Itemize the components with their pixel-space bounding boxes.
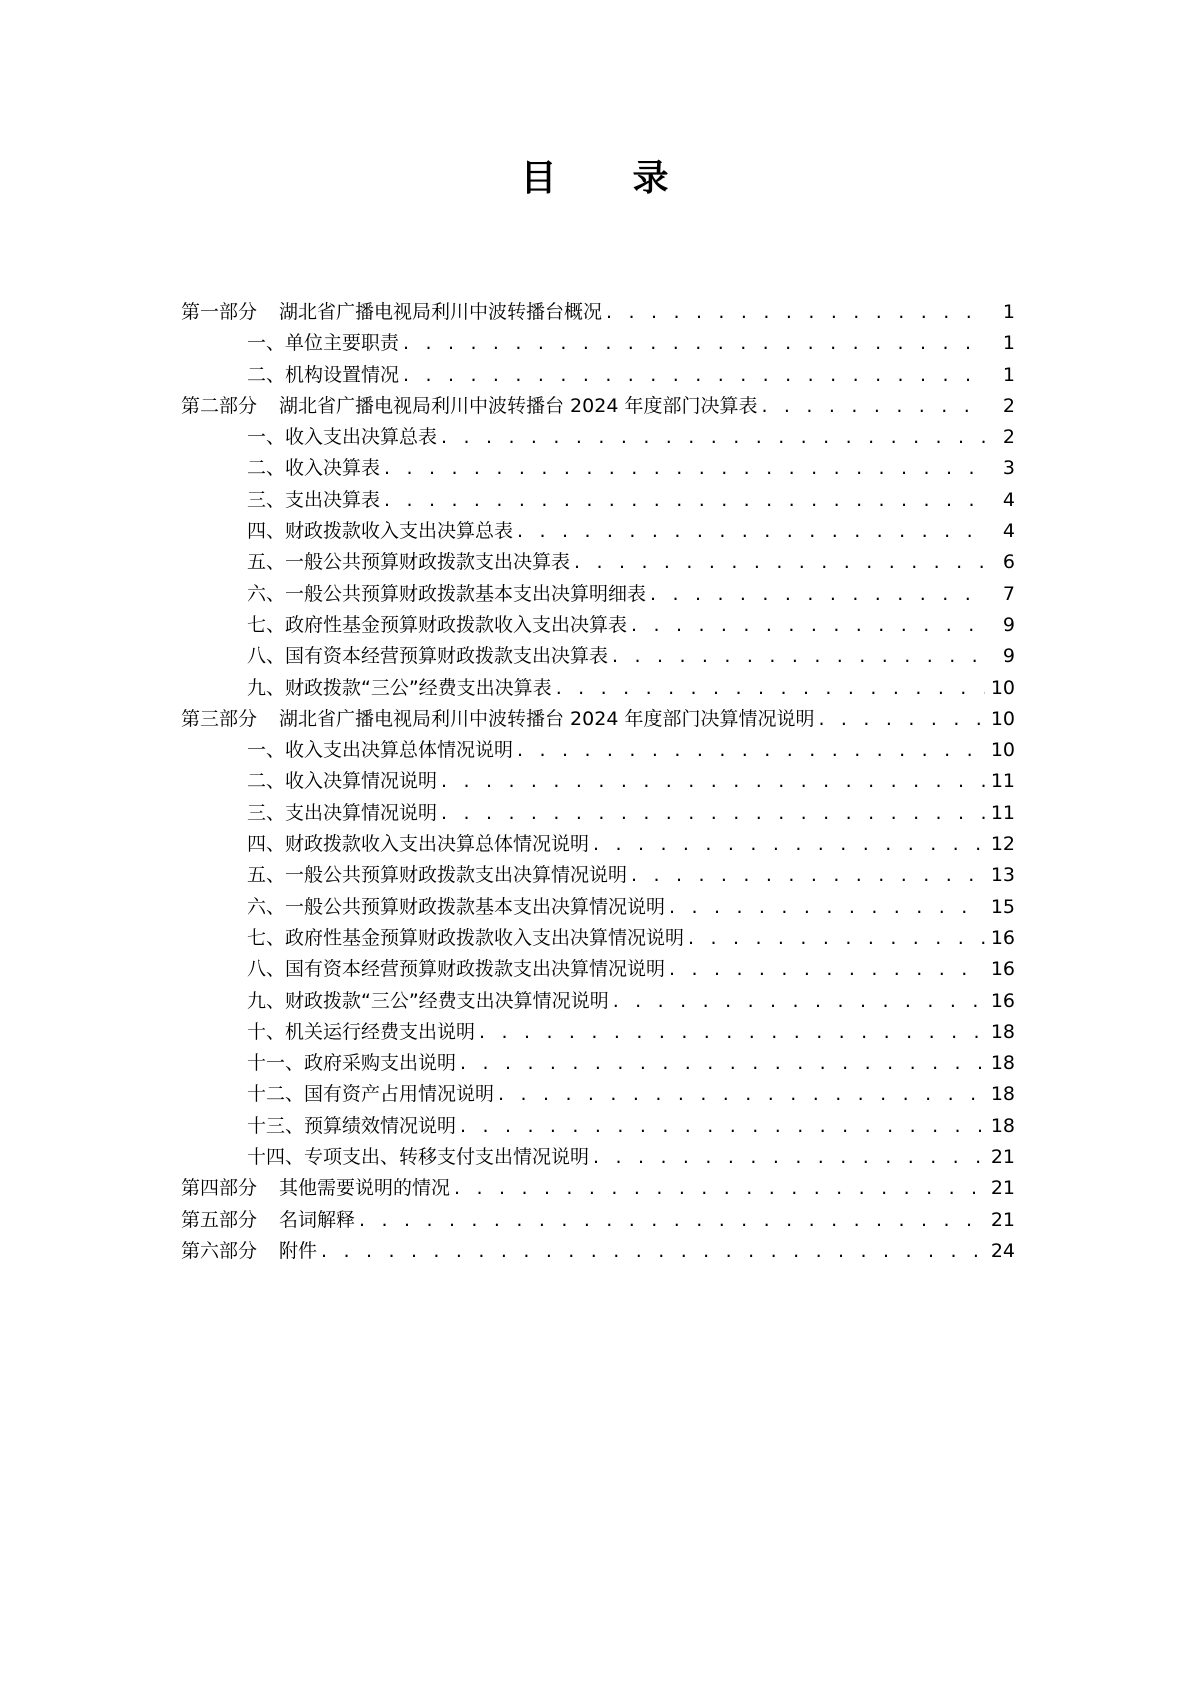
toc-entry-label — [247, 1079, 494, 1106]
toc-section-entry[interactable] — [181, 766, 1015, 797]
toc-entry-label — [247, 986, 609, 1013]
toc-entry-label — [181, 1236, 317, 1263]
toc-entry-text: 湖北省广播电视局利川中波转播台 2024 年度部门决算情况说明 — [279, 707, 815, 730]
toc-section-entry[interactable] — [181, 422, 1015, 453]
toc-page-number: 18 — [990, 1114, 1015, 1137]
toc-part-entry[interactable] — [181, 1205, 1015, 1236]
toc-dot-leader — [631, 614, 987, 636]
toc-entry-text: 九、财政拨款“三公”经费支出决算情况说明 — [247, 989, 609, 1012]
toc-entry-text: 七、政府性基金预算财政拨款收入支出决算情况说明 — [247, 926, 685, 949]
toc-entry-label — [247, 422, 437, 449]
toc-page-number: 18 — [990, 1083, 1015, 1106]
toc-page-number: 2 — [1002, 394, 1015, 417]
toc-dot-leader — [593, 833, 985, 855]
toc-entry-label — [247, 735, 513, 762]
toc-dot-leader — [761, 395, 987, 417]
toc-page-number: 21 — [990, 1177, 1015, 1200]
toc-section-entry[interactable] — [181, 485, 1015, 516]
toc-entry-text: 一、收入支出决算总表 — [247, 426, 438, 449]
toc-section-entry[interactable] — [181, 954, 1015, 985]
toc-dot-leader — [593, 1146, 985, 1168]
toc-dot-leader — [556, 677, 985, 699]
toc-page-number: 1 — [1002, 363, 1015, 386]
toc-dot-leader — [669, 896, 985, 918]
title-char-1: 目 — [520, 157, 559, 199]
toc-page-number: 11 — [990, 770, 1015, 793]
toc-section-entry[interactable] — [181, 735, 1015, 766]
toc-dot-leader — [669, 958, 985, 980]
toc-page-number: 7 — [1002, 582, 1015, 605]
toc-dot-leader — [517, 520, 987, 542]
toc-part-entry[interactable] — [181, 1236, 1015, 1267]
toc-dot-leader — [460, 1115, 985, 1137]
toc-entry-text: 湖北省广播电视局利川中波转播台概况 — [279, 301, 603, 323]
toc-entry-text: 十三、预算绩效情况说明 — [247, 1114, 457, 1137]
toc-section-entry[interactable] — [181, 453, 1015, 484]
toc-entry-text: 一、收入支出决算总体情况说明 — [247, 739, 514, 762]
toc-page-number: 21 — [990, 1208, 1015, 1231]
title-char-2: 录 — [632, 157, 671, 199]
toc-page-number: 4 — [1002, 488, 1015, 511]
toc-entry-label — [247, 328, 399, 355]
toc-section-entry[interactable] — [181, 829, 1015, 860]
toc-dot-leader — [613, 990, 985, 1012]
toc-entry-text: 湖北省广播电视局利川中波转播台 2024 年度部门决算表 — [279, 394, 758, 417]
toc-page-number: 15 — [990, 895, 1015, 918]
toc-dot-leader — [650, 583, 987, 605]
toc-entry-label — [247, 829, 589, 856]
toc-part-entry[interactable] — [181, 297, 1015, 328]
toc-section-entry[interactable] — [181, 1017, 1015, 1048]
toc-entry-text: 十二、国有资产占用情况说明 — [247, 1083, 495, 1106]
toc-part-entry[interactable] — [181, 1173, 1015, 1204]
toc-entry-text: 七、政府性基金预算财政拨款收入支出决算表 — [247, 613, 628, 636]
toc-entry-text: 五、一般公共预算财政拨款支出决算表 — [247, 551, 571, 574]
toc-section-entry[interactable] — [181, 641, 1015, 672]
toc-entry-text: 三、支出决算情况说明 — [247, 801, 438, 824]
toc-entry-text: 二、收入决算表 — [247, 457, 381, 480]
toc-page-number: 12 — [990, 833, 1015, 856]
toc-entry-label — [247, 453, 380, 480]
toc-entry-label — [181, 1205, 355, 1232]
toc-dot-leader — [498, 1083, 985, 1105]
toc-page-number: 18 — [990, 1020, 1015, 1043]
toc-section-entry[interactable] — [181, 328, 1015, 359]
toc-page-number: 4 — [1002, 520, 1015, 543]
toc-entry-label — [181, 297, 602, 324]
toc-section-entry[interactable] — [181, 798, 1015, 829]
toc-section-entry[interactable] — [181, 516, 1015, 547]
toc-page-number: 10 — [990, 707, 1015, 730]
toc-entry-label — [247, 954, 665, 981]
page-title — [0, 150, 1191, 201]
toc-page-number: 21 — [990, 1146, 1015, 1169]
toc-dot-leader — [631, 864, 985, 886]
toc-page-number: 18 — [990, 1052, 1015, 1075]
toc-entry-text: 十、机关运行经费支出说明 — [247, 1020, 476, 1043]
toc-dot-leader — [606, 301, 987, 323]
toc-entry-label — [247, 516, 513, 543]
toc-dot-leader — [384, 489, 987, 511]
toc-dot-leader — [441, 802, 985, 824]
toc-entry-label — [247, 1111, 456, 1138]
toc-dot-leader — [403, 332, 987, 354]
toc-page-number: 9 — [1002, 613, 1015, 636]
toc-entry-label — [247, 766, 437, 793]
toc-entry-label — [181, 1173, 450, 1200]
toc-entry-text: 附件 — [279, 1239, 318, 1262]
toc-entry-text: 四、财政拨款收入支出决算总表 — [247, 520, 514, 543]
toc-section-entry[interactable] — [181, 1048, 1015, 1079]
toc-section-entry[interactable] — [181, 1111, 1015, 1142]
toc-dot-leader — [818, 708, 984, 730]
toc-entry-label — [247, 923, 684, 950]
toc-entry-label — [247, 860, 627, 887]
toc-part-number: 第四部分 — [181, 1177, 258, 1200]
toc-dot-leader — [359, 1209, 985, 1231]
toc-dot-leader — [612, 645, 987, 667]
toc-part-number: 第三部分 — [181, 707, 258, 730]
toc-entry-text: 八、国有资本经营预算财政拨款支出决算情况说明 — [247, 958, 666, 981]
toc-entry-label — [247, 641, 608, 668]
toc-dot-leader — [574, 551, 987, 573]
toc-dot-leader — [384, 457, 987, 479]
toc-dot-leader — [460, 1052, 985, 1074]
toc-part-number: 第一部分 — [181, 301, 258, 323]
toc-entry-label — [247, 1048, 456, 1075]
table-of-contents — [181, 297, 1015, 1267]
toc-section-entry[interactable] — [181, 892, 1015, 923]
toc-entry-label — [181, 704, 814, 731]
toc-entry-text: 十四、专项支出、转移支付支出情况说明 — [247, 1146, 590, 1169]
toc-entry-text: 二、机构设置情况 — [247, 363, 400, 386]
toc-entry-text: 十一、政府采购支出说明 — [247, 1052, 457, 1075]
toc-page-number: 16 — [990, 989, 1015, 1012]
toc-page-number: 16 — [990, 958, 1015, 981]
toc-part-number: 第五部分 — [181, 1208, 258, 1231]
toc-entry-text: 名词解释 — [279, 1208, 356, 1231]
toc-entry-text: 五、一般公共预算财政拨款支出决算情况说明 — [247, 864, 628, 887]
toc-page-number: 9 — [1002, 645, 1015, 668]
toc-entry-text: 一、单位主要职责 — [247, 332, 400, 355]
toc-page-number: 1 — [1002, 301, 1015, 323]
toc-section-entry[interactable] — [181, 1079, 1015, 1110]
toc-entry-text: 其他需要说明的情况 — [279, 1177, 451, 1200]
toc-section-entry[interactable] — [181, 986, 1015, 1017]
toc-section-entry[interactable] — [181, 923, 1015, 954]
toc-page-number: 24 — [990, 1239, 1015, 1262]
toc-entry-text: 三、支出决算表 — [247, 488, 381, 511]
toc-dot-leader — [441, 770, 985, 792]
toc-dot-leader — [479, 1021, 985, 1043]
toc-page-number: 3 — [1002, 457, 1015, 480]
toc-page-number: 10 — [990, 676, 1015, 699]
toc-entry-label — [247, 798, 437, 825]
toc-entry-label — [247, 360, 399, 387]
toc-page-number: 16 — [990, 926, 1015, 949]
toc-page-number: 13 — [990, 864, 1015, 887]
toc-section-entry[interactable] — [181, 673, 1015, 704]
toc-entry-label — [247, 1142, 589, 1169]
toc-dot-leader — [403, 364, 987, 386]
toc-entry-label — [247, 485, 380, 512]
toc-entry-label — [181, 391, 757, 418]
toc-page-number: 2 — [1002, 426, 1015, 449]
toc-section-entry[interactable] — [181, 547, 1015, 578]
toc-entry-text: 九、财政拨款“三公”经费支出决算表 — [247, 676, 552, 699]
toc-entry-label — [247, 673, 552, 700]
toc-section-entry[interactable] — [181, 860, 1015, 891]
toc-entry-text: 二、收入决算情况说明 — [247, 770, 438, 793]
toc-entry-text: 六、一般公共预算财政拨款基本支出决算明细表 — [247, 582, 647, 605]
toc-dot-leader — [517, 739, 985, 761]
toc-page-number: 1 — [1002, 332, 1015, 355]
toc-section-entry[interactable] — [181, 360, 1015, 391]
toc-page-number: 6 — [1002, 551, 1015, 574]
toc-entry-label — [247, 579, 646, 606]
toc-section-entry[interactable] — [181, 579, 1015, 610]
toc-dot-leader — [688, 927, 985, 949]
toc-page-number: 11 — [990, 801, 1015, 824]
toc-part-number: 第二部分 — [181, 394, 258, 417]
toc-part-entry[interactable] — [181, 391, 1015, 422]
toc-part-entry[interactable] — [181, 704, 1015, 735]
toc-section-entry[interactable] — [181, 1142, 1015, 1173]
toc-section-entry[interactable] — [181, 610, 1015, 641]
toc-entry-label — [247, 1017, 475, 1044]
toc-entry-text: 八、国有资本经营预算财政拨款支出决算表 — [247, 645, 609, 668]
toc-entry-text: 四、财政拨款收入支出决算总体情况说明 — [247, 833, 590, 856]
toc-part-number: 第六部分 — [181, 1239, 258, 1262]
toc-dot-leader — [321, 1240, 985, 1262]
toc-entry-label — [247, 610, 627, 637]
toc-entry-label — [247, 547, 570, 574]
toc-entry-label — [247, 892, 665, 919]
toc-dot-leader — [454, 1177, 985, 1199]
toc-entry-text: 六、一般公共预算财政拨款基本支出决算情况说明 — [247, 895, 666, 918]
toc-dot-leader — [441, 426, 987, 448]
toc-page-number: 10 — [990, 739, 1015, 762]
